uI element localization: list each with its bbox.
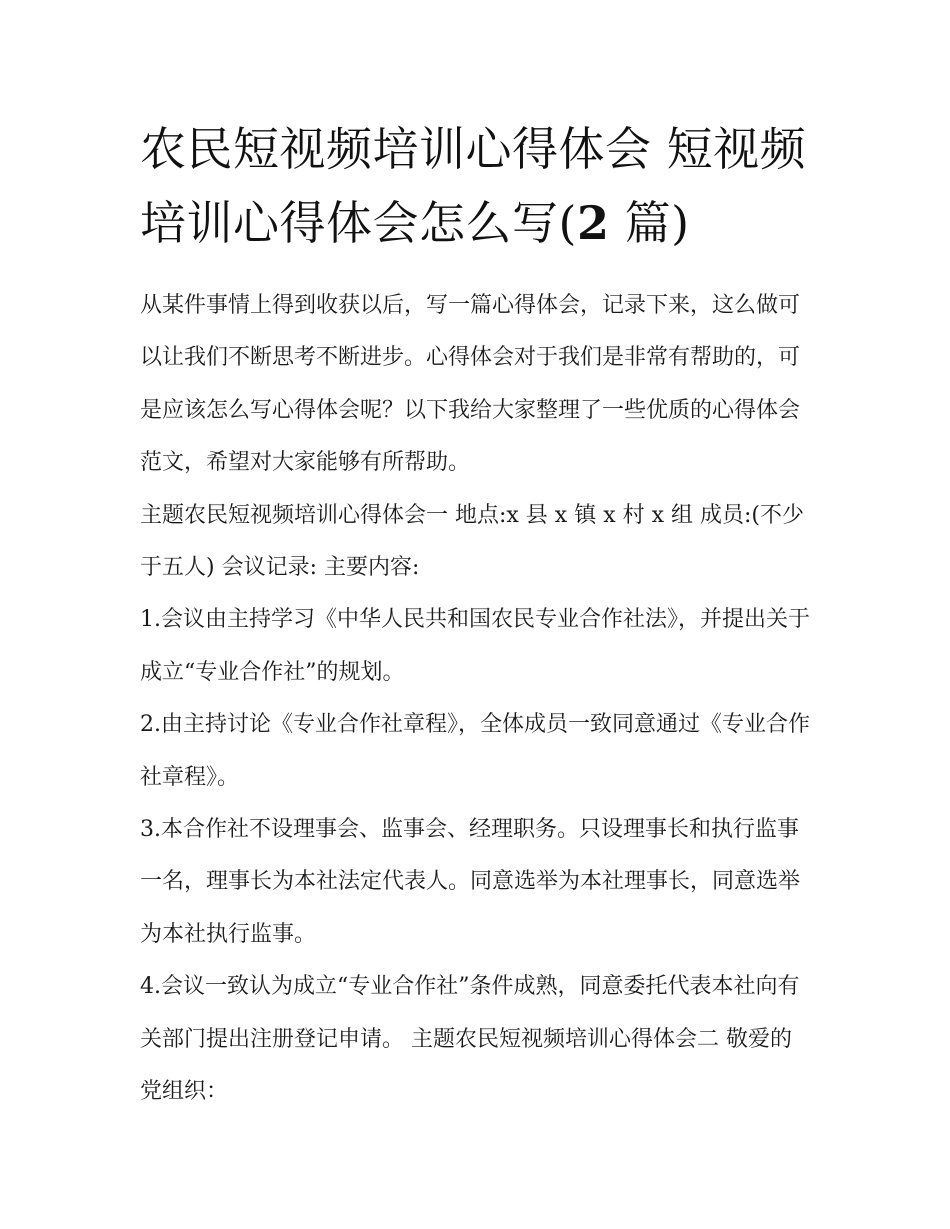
intro-paragraph: 从某件事情上得到收获以后，写一篇心得体会，记录下来，这么做可以让我们不断思考不断进步。心得体会对于我们是非常有帮助的，可是应该怎么写心得体会呢？以下我给大家整理了一些优质的心得体会范文，希望对大家能够有所帮助。 (140, 293, 801, 476)
item-3-paragraph: 3.本合作社不设理事会、监事会、经理职务。只设理事长和执行监事一名，理事长为本社法定代表人。同意选举为本社理事长，同意选举为本社执行监事。 (140, 817, 801, 947)
item-4-paragraph: 4.会议一致认为成立“专业合作社”条件成熟，同意委托代表本社向有关部门提出注册登记申请。 主题农民短视频培训心得体会二 敬爱的党组织： (140, 974, 800, 1105)
document-content (140, 112, 812, 1119)
document-title (140, 112, 812, 260)
item-2-paragraph: 2.由主持讨论《专业合作社章程》，全体成员一致同意通过《专业合作社章程》。 (140, 712, 810, 790)
document-body (140, 280, 812, 1119)
title-text-part1: 农民短视频培训心得体会 短视频培训心得体会怎么写( (140, 122, 807, 250)
item-1-paragraph: 1.会议由主持学习《中华人民共和国农民专业合作社法》，并提出关于成立“专业合作社”的规划。 (140, 607, 810, 685)
title-count: 2 (576, 196, 610, 250)
title-text-part2: 篇) (609, 196, 690, 250)
meeting-info-paragraph: 主题农民短视频培训心得体会一 地点:x 县 x 镇 x 村 x 组 成员:(不少于五人) 会议记录: 主要内容: (140, 502, 804, 581)
